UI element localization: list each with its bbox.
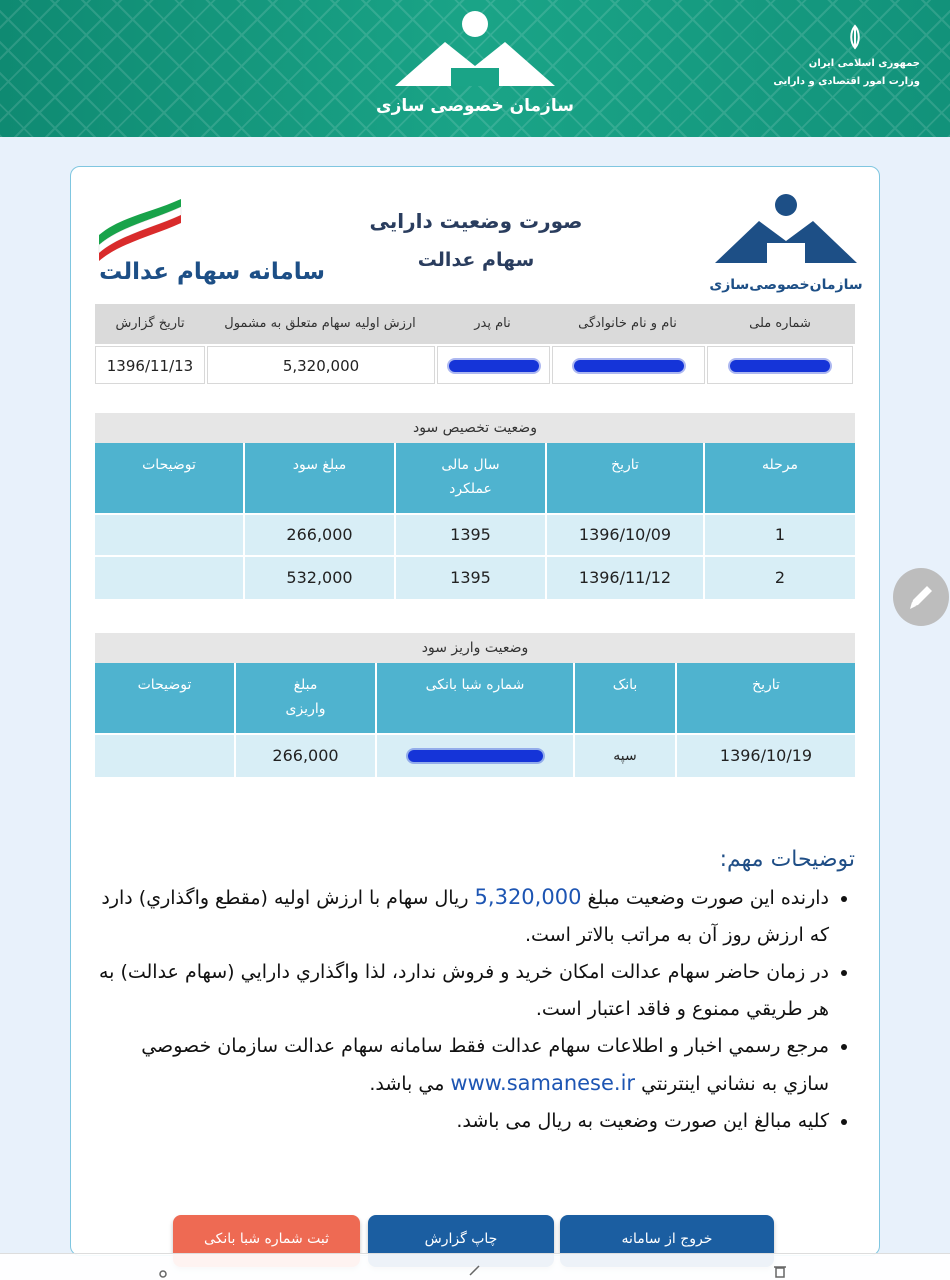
- edit-fab-button[interactable]: [893, 568, 949, 626]
- card-logo-text: سازمان‌خصوصی‌سازی: [709, 277, 863, 293]
- col-sheba: شماره شبا بانکی: [377, 663, 575, 733]
- row2-stage: 2: [705, 555, 855, 599]
- col-date: تاریخ: [547, 443, 705, 513]
- note1-text-start: دارنده این صورت وضعیت مبلغ: [581, 887, 829, 909]
- col-fiscal-year: سال مالی عملکرد: [396, 443, 547, 513]
- deposit-row1-notes: [95, 733, 236, 777]
- share-icon[interactable]: [155, 1262, 171, 1278]
- deposit-row1-date: 1396/10/19: [677, 733, 855, 777]
- profit-deposit-title: وضعیت واریز سود: [95, 633, 855, 663]
- delete-icon[interactable]: [772, 1262, 788, 1278]
- asset-statement-card: [70, 166, 880, 1256]
- bottom-toolbar: [0, 1253, 950, 1280]
- important-notes-list: [91, 879, 853, 1140]
- col-deposit-date: تاریخ: [677, 663, 855, 733]
- note1-text-end: ریال سهام با ارزش اولیه (مقطع واگذاري) دارد که ارزش روز آن به مراتب بالاتر است.: [101, 887, 829, 946]
- col-bank: بانک: [575, 663, 677, 733]
- col-deposit-notes: توضیحات: [95, 663, 236, 733]
- samanese-link[interactable]: www.samanese.ir: [450, 1071, 636, 1095]
- edit-icon[interactable]: [467, 1262, 483, 1278]
- header-national-id: شماره ملی: [749, 316, 811, 331]
- print-report-button[interactable]: چاپ گزارش: [368, 1215, 554, 1267]
- gov-name: جمهوری اسلامی ایران: [808, 58, 920, 69]
- row1-notes: [95, 513, 245, 555]
- row2-amount: 532,000: [245, 555, 396, 599]
- iran-flag-icon: [95, 195, 185, 265]
- profit-deposit-section: [95, 633, 855, 779]
- row2-notes: [95, 555, 245, 599]
- row1-stage: 1: [705, 513, 855, 555]
- header-initial-value: ارزش اولیه سهام متعلق به مشمول: [224, 316, 416, 331]
- note1-amount: 5,320,000: [474, 885, 582, 909]
- important-notes-title: توضیحات مهم:: [719, 847, 855, 872]
- report-date: 1396/11/13: [95, 346, 205, 384]
- row1-amount: 266,000: [245, 513, 396, 555]
- system-name: سامانه سهام عدالت: [99, 259, 325, 285]
- card-org-logo: [711, 191, 861, 271]
- row2-date: 1396/11/12: [547, 555, 705, 599]
- note-item-1: [91, 879, 829, 954]
- deposit-row1-sheba-redacted: [377, 733, 575, 777]
- document-title: صورت وضعیت دارایی: [369, 209, 583, 233]
- note-item-3: [91, 1028, 829, 1103]
- row1-date: 1396/10/09: [547, 513, 705, 555]
- header-report-date: تاریخ گزارش: [115, 316, 185, 331]
- banner-org-name: سازمان خصوصی سازی: [376, 96, 574, 116]
- national-id-redacted: [707, 346, 853, 384]
- full-name-redacted: [552, 346, 705, 384]
- father-name-redacted: [437, 346, 550, 384]
- header-father-name: نام پدر: [474, 316, 511, 331]
- note3-text-start: مرجع رسمي اخبار و اطلاعات سهام عدالت فقط سامانه سهام عدالت سازمان خصوصي سازي به نشاني اينترنتي: [141, 1035, 829, 1095]
- top-banner: [0, 0, 950, 137]
- document-subtitle: سهام عدالت: [417, 249, 535, 271]
- pencil-icon: [893, 568, 949, 626]
- deposit-row1-bank: سپه: [575, 733, 677, 777]
- row1-fiscal-year: 1395: [396, 513, 547, 555]
- initial-value: 5,320,000: [207, 346, 435, 384]
- note3-text-end: مي باشد.: [369, 1073, 451, 1095]
- register-sheba-button[interactable]: ثبت شماره شبا بانکی: [173, 1215, 360, 1267]
- col-notes: توضیحات: [95, 443, 245, 513]
- row2-fiscal-year: 1395: [396, 555, 547, 599]
- deposit-row1-amount: 266,000: [236, 733, 377, 777]
- profit-deposit-table: [95, 663, 855, 779]
- col-deposit-amount: مبلغ واریزی: [236, 663, 377, 733]
- note-item-2: • در زمان حاضر سهام عدالت امکان خريد و فروش ندارد، لذا واگذاري دارايي (سهام عدالت) به هر طريقي ممنوع و فاقد اعتبار است.: [91, 954, 829, 1028]
- col-stage: مرحله: [705, 443, 855, 513]
- col-amount: مبلغ سود: [245, 443, 396, 513]
- profit-allocation-title: وضعیت تخصیص سود: [95, 413, 855, 443]
- holder-info-table: [95, 304, 855, 384]
- exit-system-button[interactable]: خروج از سامانه: [560, 1215, 774, 1267]
- profit-allocation-table: [95, 443, 855, 601]
- note-item-4: • کلیه مبالغ این صورت وضعیت به ریال می باشد.: [91, 1103, 829, 1140]
- profit-allocation-section: [95, 413, 855, 601]
- iran-emblem-icon: [840, 22, 870, 52]
- holder-info-header: [95, 304, 855, 344]
- header-full-name: نام و نام خانوادگی: [578, 316, 677, 331]
- ministry-name: وزارت امور اقتصادی و دارایی: [773, 76, 920, 87]
